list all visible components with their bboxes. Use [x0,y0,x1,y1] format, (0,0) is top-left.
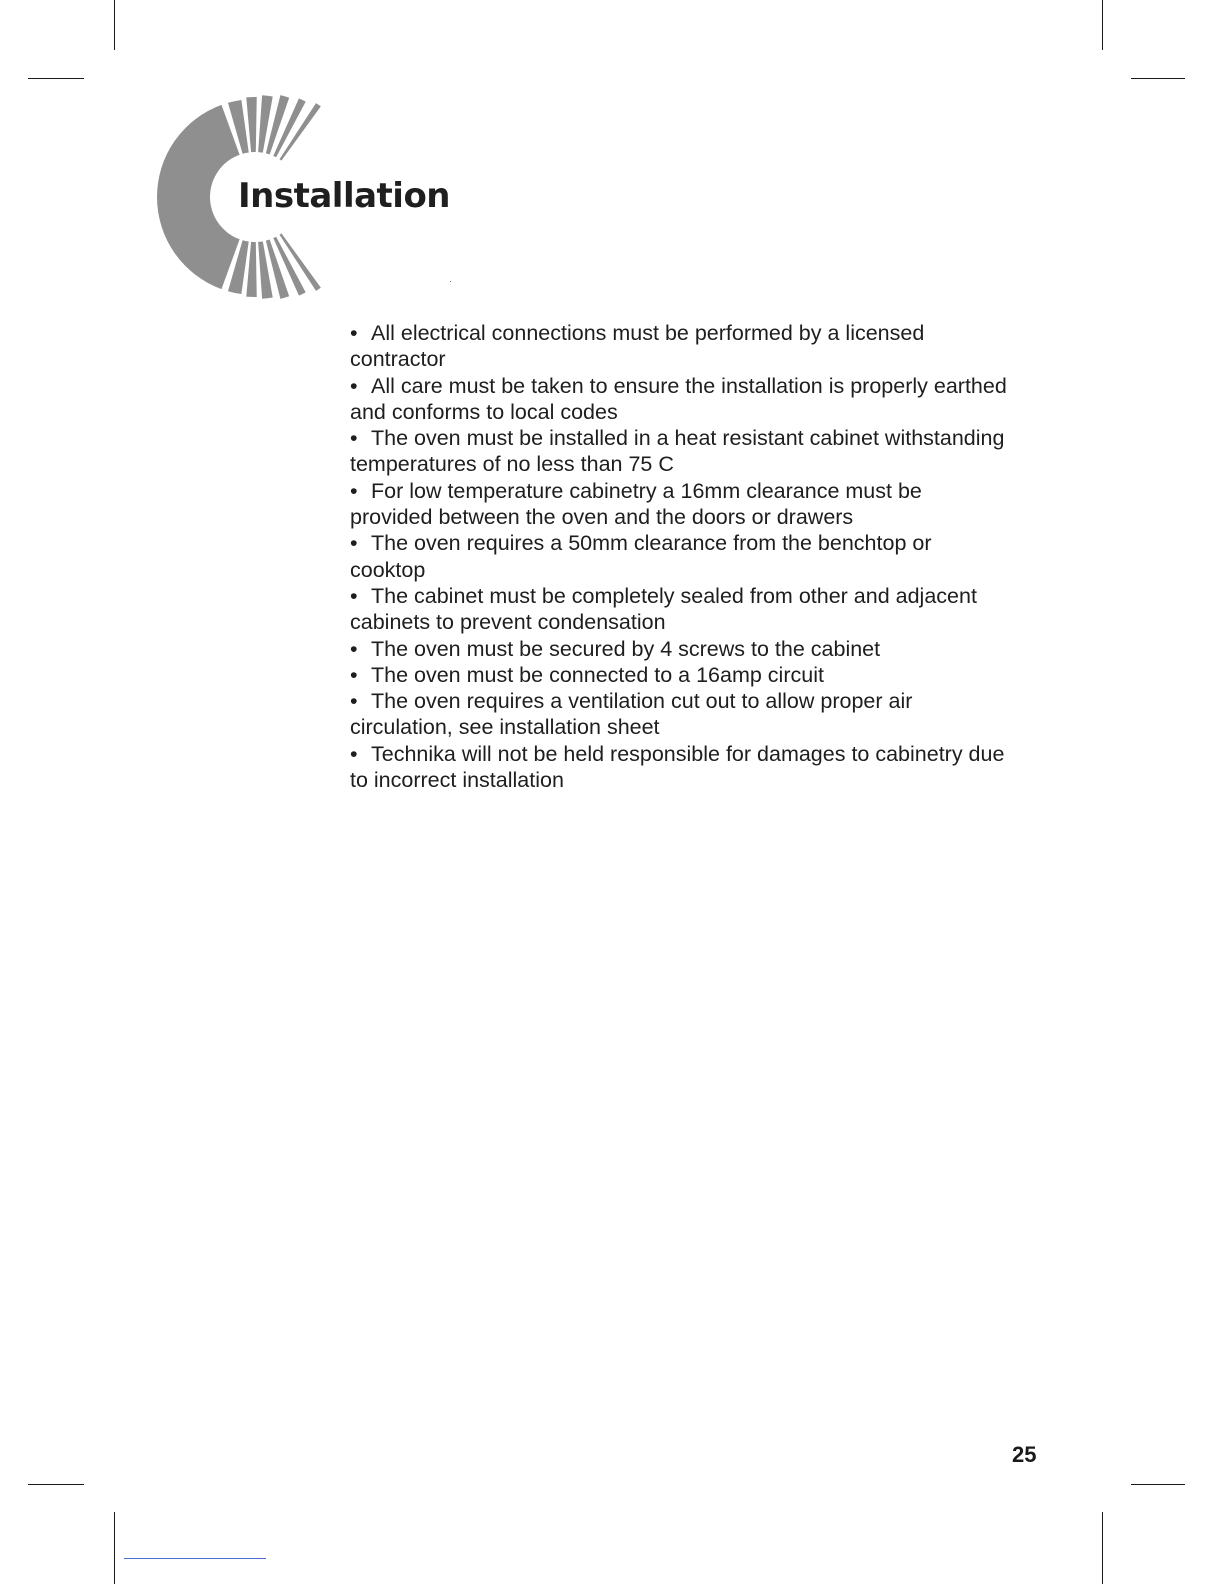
list-item-text: The oven must be connected to a 16amp circuit [371,662,824,687]
list-item [350,741,1010,794]
footer-rule [124,1558,266,1559]
crop-mark-top-left-vertical [114,0,115,50]
crop-mark-bottom-right-horizontal [1131,1484,1185,1485]
bullet-icon: • [350,662,358,687]
crop-mark-top-left-horizontal [28,78,84,79]
list-item-text: The oven must be installed in a heat resistant cabinet withstanding temperatures of no less than 75 C [350,426,1005,477]
list-item-text: The oven requires a 50mm clearance from the benchtop or cooktop [350,531,932,582]
print-speck [450,281,451,282]
bullet-icon: • [350,426,358,451]
bullet-icon: • [350,531,358,556]
list-item [350,373,1010,426]
list-item-text: All electrical connections must be performed by a licensed contractor [350,321,925,372]
list-item-text: The oven requires a ventilation cut out to allow proper air circulation, see installation sheet [350,689,913,740]
crop-mark-bottom-left-vertical [114,1512,115,1584]
crop-mark-bottom-right-vertical [1102,1512,1103,1584]
list-item [350,530,1010,583]
list-item-text: Technika will not be held responsible for damages to cabinetry due to incorrect installation [350,741,1005,793]
bullet-icon: • [350,321,358,345]
list-item [350,583,1010,636]
crop-mark-top-right-vertical [1102,0,1103,50]
list-item [350,662,1010,688]
list-item [350,688,1010,741]
list-item-text: All care must be taken to ensure the installation is properly earthed and conforms to local codes [350,373,1007,424]
list-item-text: The cabinet must be completely sealed from other and adjacent cabinets to prevent condensation [350,583,977,635]
list-item-text: The oven must be secured by 4 screws to the cabinet [371,636,881,661]
bullet-icon: • [350,636,358,661]
logo-ray-segment [246,97,256,152]
bullet-icon: • [350,373,358,398]
page-number: 25 [1012,1442,1037,1467]
section-title: Installation [238,176,451,216]
crop-mark-bottom-left-horizontal [28,1484,84,1485]
list-item [350,320,1010,373]
bullet-icon: • [350,478,358,503]
bullet-icon: • [350,689,358,714]
bullet-icon: • [350,583,358,608]
bullet-icon: • [350,741,358,766]
list-item [350,636,1010,662]
crop-mark-top-right-horizontal [1131,78,1185,79]
list-item-text: For low temperature cabinetry a 16mm clearance must be provided between the oven and the doors or drawers [350,478,922,530]
logo-ray-segment [246,242,256,297]
list-item [350,478,1010,531]
installation-requirements-list [350,320,1010,793]
logo-ray-segment [157,105,240,289]
list-item [350,425,1010,478]
